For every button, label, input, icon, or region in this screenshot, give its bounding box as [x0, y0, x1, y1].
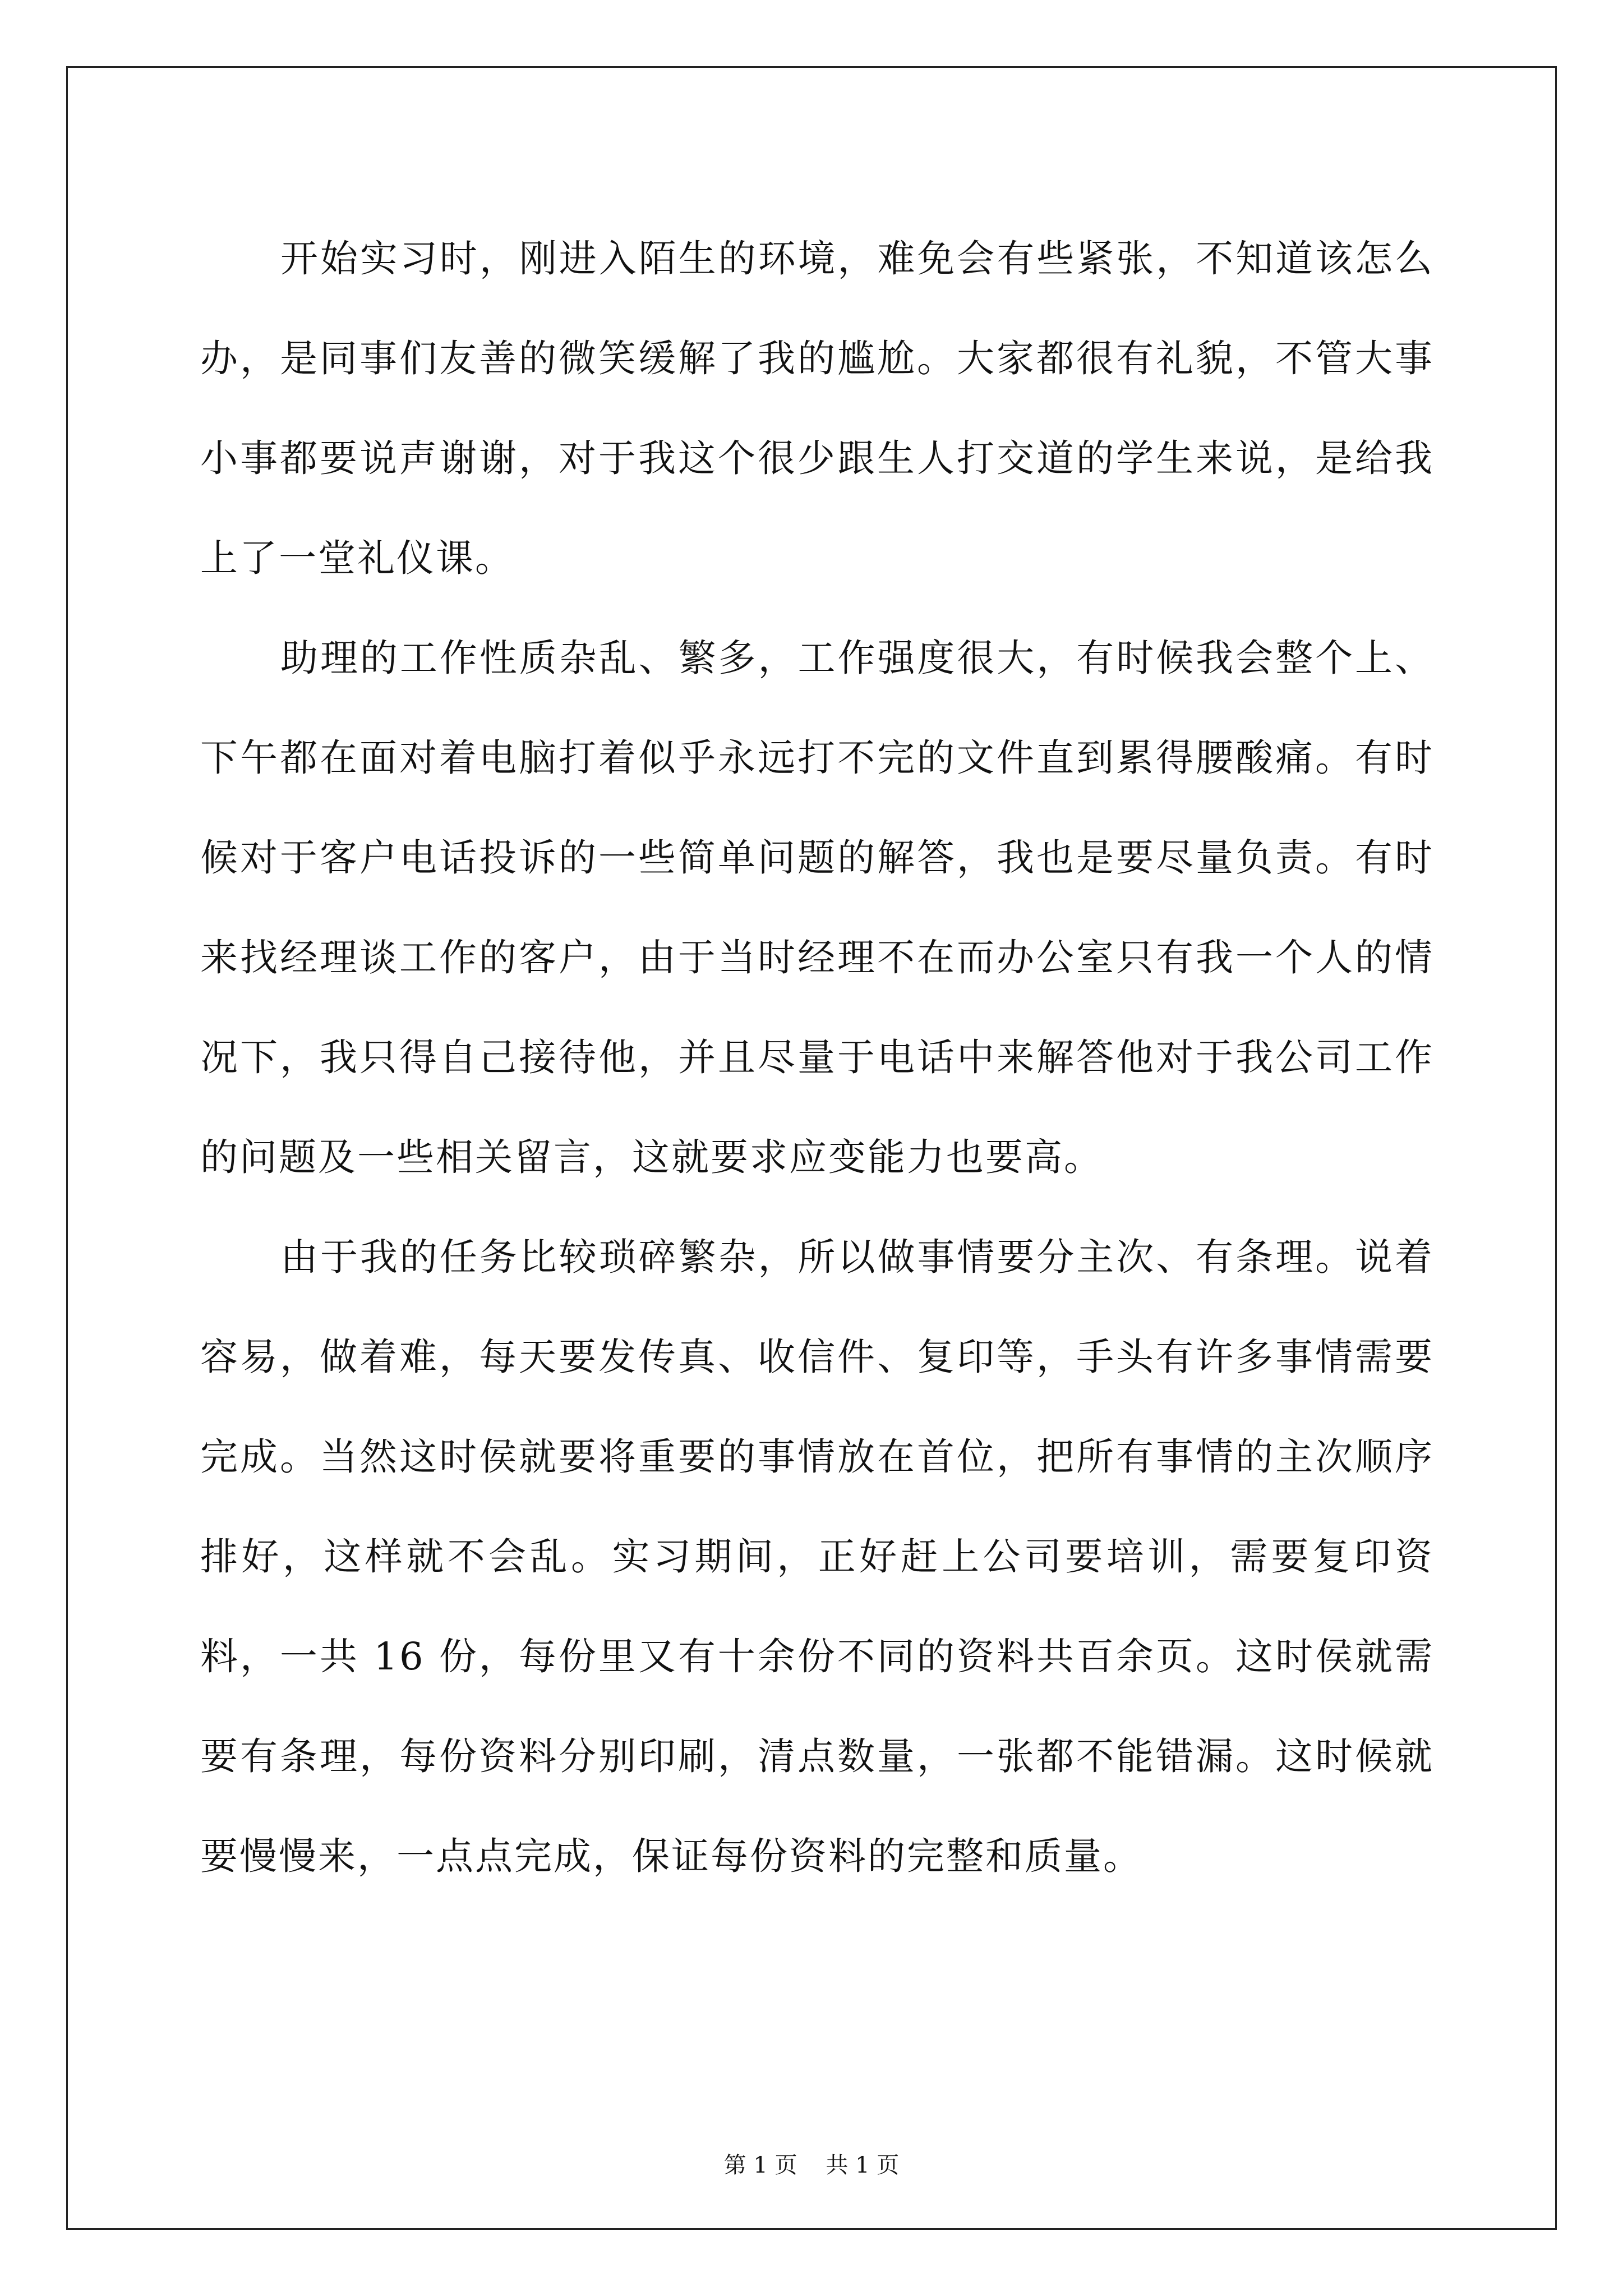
document-body	[200, 209, 1434, 1906]
page-footer: 第 1 页 共 1 页	[723, 2152, 900, 2178]
paragraph-2: 助理的工作性质杂乱、繁多，工作强度很大，有时候我会整个上、下午都在面对着电脑打着似乎永远打不完的文件直到累得腰酸痛。有时候对于客户电话投诉的一些简单问题的解答，我也是要尽量负责。有时来找经理谈工作的客户，由于当时经理不在而办公室只有我一个人的情况下，我只得自己接待他，并且尽量于电话中来解答他对于我公司工作的问题及一些相关留言，这就要求应变能力也要高。	[200, 636, 1434, 1179]
paragraph-3: 由于我的任务比较琐碎繁杂，所以做事情要分主次、有条理。说着容易，做着难，每天要发传真、收信件、复印等，手头有许多事情需要完成。当然这时侯就要将重要的事情放在首位，把所有事情的主次顺序排好，这样就不会乱。实习期间，正好赶上公司要培训，需要复印资料，一共 16 份，每份里又有十余份不同的资料共百余页。这时侯就需要有条理，每份资料分别印刷，清点数量，一张都不能错漏。这时候就要慢慢来，一点点完成，保证每份资料的完整和质量。	[200, 1235, 1434, 1878]
paragraph-1: 开始实习时，刚进入陌生的环境，难免会有些紧张，不知道该怎么办，是同事们友善的微笑缓解了我的尴尬。大家都很有礼貌，不管大事小事都要说声谢谢，对于我这个很少跟生人打交道的学生来说，是给我上了一堂礼仪课。	[200, 237, 1434, 580]
